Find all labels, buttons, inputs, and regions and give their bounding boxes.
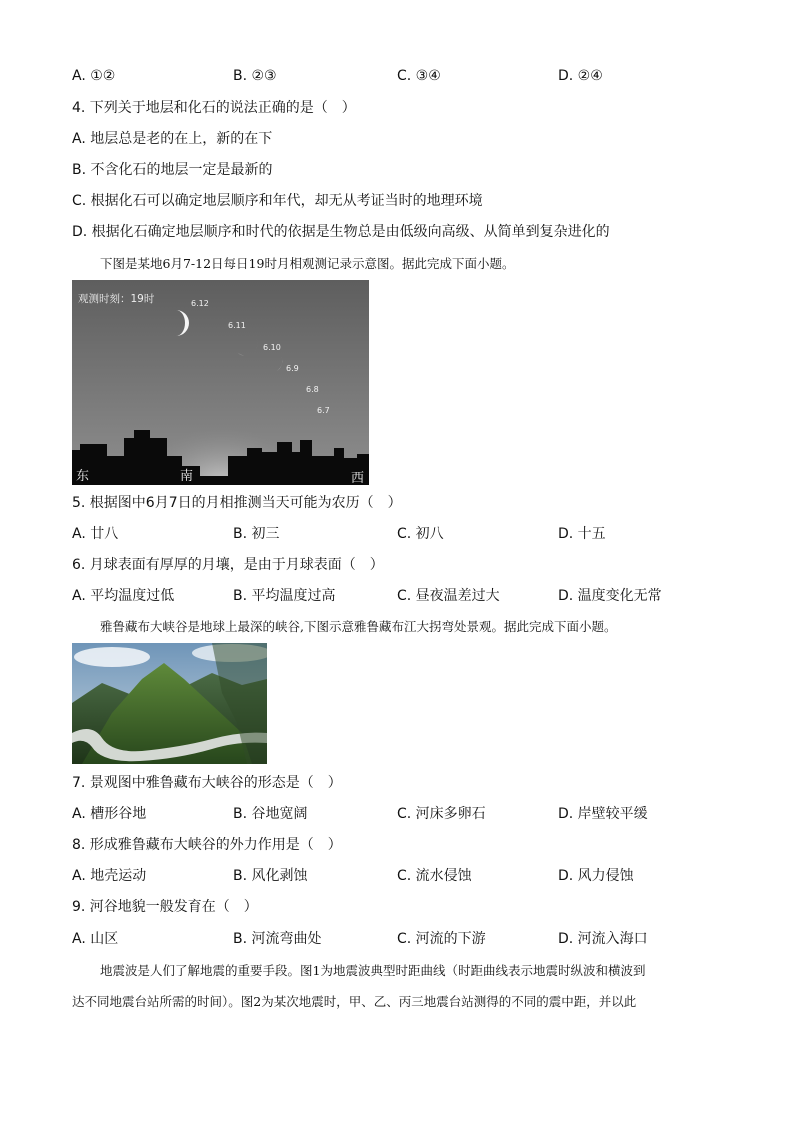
q4-option-c: C. 根据化石可以确定地层顺序和年代，却无从考证当时的地理环境 <box>72 193 483 209</box>
moon-6-8-label: 6.8 <box>306 385 319 394</box>
q5-option-c: C. 初八 <box>397 526 444 542</box>
q5-stem: 5. 根据图中6月7日的月相推测当天可能为农历（ ） <box>72 495 402 511</box>
moon-6-11-label: 6.11 <box>228 321 246 330</box>
q6-option-c: C. 昼夜温差过大 <box>397 588 500 604</box>
q9-option-c: C. 河流的下游 <box>397 931 486 947</box>
q5-option-a: A. 廿八 <box>72 526 119 542</box>
q6-option-b: B. 平均温度过高 <box>233 588 336 604</box>
q6-stem: 6. 月球表面有厚厚的月壤，是由于月球表面（ ） <box>72 557 384 573</box>
canyon-intro: 雅鲁藏布大峡谷是地球上最深的峡谷,下图示意雅鲁藏布江大拐弯处景观。据此完成下面小题。 <box>100 619 617 634</box>
moon-phase-svg <box>72 280 369 485</box>
quake-intro-line1: 地震波是人们了解地震的重要手段。图1为地震波典型时距曲线（时距曲线表示地震时纵波和横波到 <box>100 963 646 978</box>
q7-stem: 7. 景观图中雅鲁藏布大峡谷的形态是（ ） <box>72 775 342 791</box>
q9-option-b: B. 河流弯曲处 <box>233 931 322 947</box>
q5-option-b: B. 初三 <box>233 526 280 542</box>
q4-option-b: B. 不含化石的地层一定是最新的 <box>72 162 273 178</box>
q7-option-b: B. 谷地宽阔 <box>233 806 308 822</box>
q4-stem: 4. 下列关于地层和化石的说法正确的是（ ） <box>72 100 356 116</box>
q7-option-d: D. 岸壁较平缓 <box>558 806 648 822</box>
q9-option-d: D. 河流入海口 <box>558 931 648 947</box>
q3-option-a: A. ①② <box>72 68 116 84</box>
q8-stem: 8. 形成雅鲁藏布大峡谷的外力作用是（ ） <box>72 837 342 853</box>
q9-option-a: A. 山区 <box>72 931 119 947</box>
moon-6-12-label: 6.12 <box>191 299 209 308</box>
q4-option-a: A. 地层总是老的在上，新的在下 <box>72 131 273 147</box>
q3-option-c: C. ③④ <box>397 68 441 84</box>
moon-6-7-label: 6.7 <box>317 406 330 415</box>
cloud-left <box>74 647 150 667</box>
moon-6-10-label: 6.10 <box>263 343 281 352</box>
q4-option-d: D. 根据化石确定地层顺序和时代的依据是生物总是由低级向高级、从简单到复杂进化的 <box>72 224 610 240</box>
quake-intro-line2: 达不同地震台站所需的时间）。图2为某次地震时，甲、乙、丙三地震台站测得的不同的震中距，并以此 <box>72 994 637 1009</box>
q7-option-a: A. 槽形谷地 <box>72 806 147 822</box>
moon-phase-figure <box>72 280 369 485</box>
direction-west-label: 西 <box>351 471 365 485</box>
canyon-photo <box>72 643 267 764</box>
q9-stem: 9. 河谷地貌一般发育在（ ） <box>72 899 258 915</box>
canyon-photo-svg <box>72 643 267 764</box>
q8-option-a: A. 地壳运动 <box>72 868 147 884</box>
direction-south-label: 南 <box>180 469 194 484</box>
q8-option-b: B. 风化剥蚀 <box>233 868 308 884</box>
q6-option-d: D. 温度变化无常 <box>558 588 662 604</box>
observation-time-label: 观测时刻：19时 <box>78 293 155 305</box>
moon-6-9-label: 6.9 <box>286 364 299 373</box>
q3-option-d: D. ②④ <box>558 68 603 84</box>
q3-option-b: B. ②③ <box>233 68 277 84</box>
q6-option-a: A. 平均温度过低 <box>72 588 175 604</box>
q7-option-c: C. 河床多卵石 <box>397 806 486 822</box>
q8-option-d: D. 风力侵蚀 <box>558 868 634 884</box>
q5-option-d: D. 十五 <box>558 526 606 542</box>
q8-option-c: C. 流水侵蚀 <box>397 868 472 884</box>
moon-intro: 下图是某地6月7-12日每日19时月相观测记录示意图。据此完成下面小题。 <box>100 256 515 271</box>
direction-east-label: 东 <box>76 469 90 484</box>
